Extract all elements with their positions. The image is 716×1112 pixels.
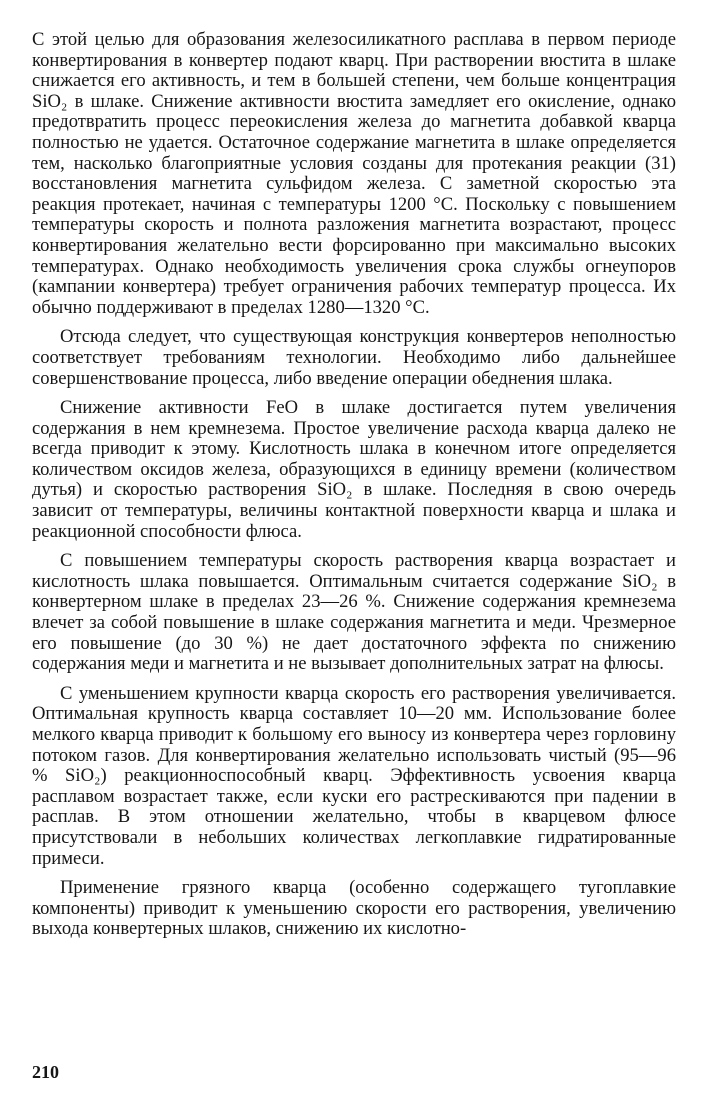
page-body bbox=[32, 30, 676, 940]
paragraph-6: Применение грязного кварца (особенно содержащего тугоплавкие компоненты) приводит к уменьшению скорости его растворения, увеличению выхода конвертерных шлаков, снижению их кислотно- bbox=[32, 877, 676, 940]
paragraph-5: С уменьшением крупности кварца скорость его растворения увеличивается. Оптимальная крупность кварца составляет 10—20 мм. Использование более мелкого кварца приводит к большому его выносу из конвертера через горловину потоком газов. Для конвертирования желательно использовать чистый (95—96 % SiO₂) реакционноспособный кварц. Эффективность усвоения кварца расплавом возрастает также, если куски его растрескиваются при падении в расплав. В этом отношении желательно, чтобы в кварцевом флюсе присутствовали в небольших количествах легкоплавкие гидратированные примеси. bbox=[32, 682, 676, 869]
paragraph-2: Отсюда следует, что существующая конструкция конвертеров неполностью соответствует требованиям технологии. Необходимо либо дальнейшее совершенствование процесса, либо введение операции обеднения шлака. bbox=[32, 326, 676, 389]
page-number: 210 bbox=[32, 1062, 59, 1082]
paragraph-4: С повышением температуры скорость растворения кварца возрастает и кислотность шлака повышается. Оптимальным считается содержание SiO₂ в конвертерном шлаке в пределах 23—26 %. Снижение содержания кремнезема влечет за собой повышение в шлаке содержания магнетита и меди. Чрезмерное его повышение (до 30 %) не дает достаточного эффекта по снижению содержания меди и магнетита и не вызывает дополнительных затрат на флюсы. bbox=[32, 550, 676, 675]
paragraph-3: Снижение активности FeO в шлаке достигается путем увеличения содержания в нем кремнезема. Простое увеличение расхода кварца далеко не всегда приводит к этому. Кислотность шлака в конечном итоге определяется количеством оксидов железа, образующихся в единицу времени (количеством дутья) и скоростью растворения SiO₂ в шлаке. Последняя в свою очередь зависит от температуры, величины контактной поверхности кварца и шлака и реакционной способности флюса. bbox=[32, 397, 676, 542]
paragraph-1: С этой целью для образования железосиликатного расплава в первом периоде конвертирования в конвертер подают кварц. При растворении вюстита в шлаке снижается его активность, и тем в большей степени, чем больше концентрация SiO₂ в шлаке. Снижение активности вюстита замедляет его окисление, однако предотвратить процесс переокисления железа до магнетита добавкой кварца полностью не удается. Остаточное содержание магнетита в шлаке определяется тем, насколько благоприятные условия созданы для протекания реакции (31) восстановления магнетита сульфидом железа. С заметной скоростью эта реакция протекает, начиная с температуры 1200 °С. Поскольку с повышением температуры скорость и полнота разложения магнетита возрастают, процесс конвертирования желательно вести форсированно при максимально высоких температурах. Однако необходимость увеличения срока службы огнеупоров (кампании конвертера) требует ограничения рабочих температур процесса. Их обычно поддерживают в пределах 1280—1320 °С. bbox=[32, 29, 676, 318]
